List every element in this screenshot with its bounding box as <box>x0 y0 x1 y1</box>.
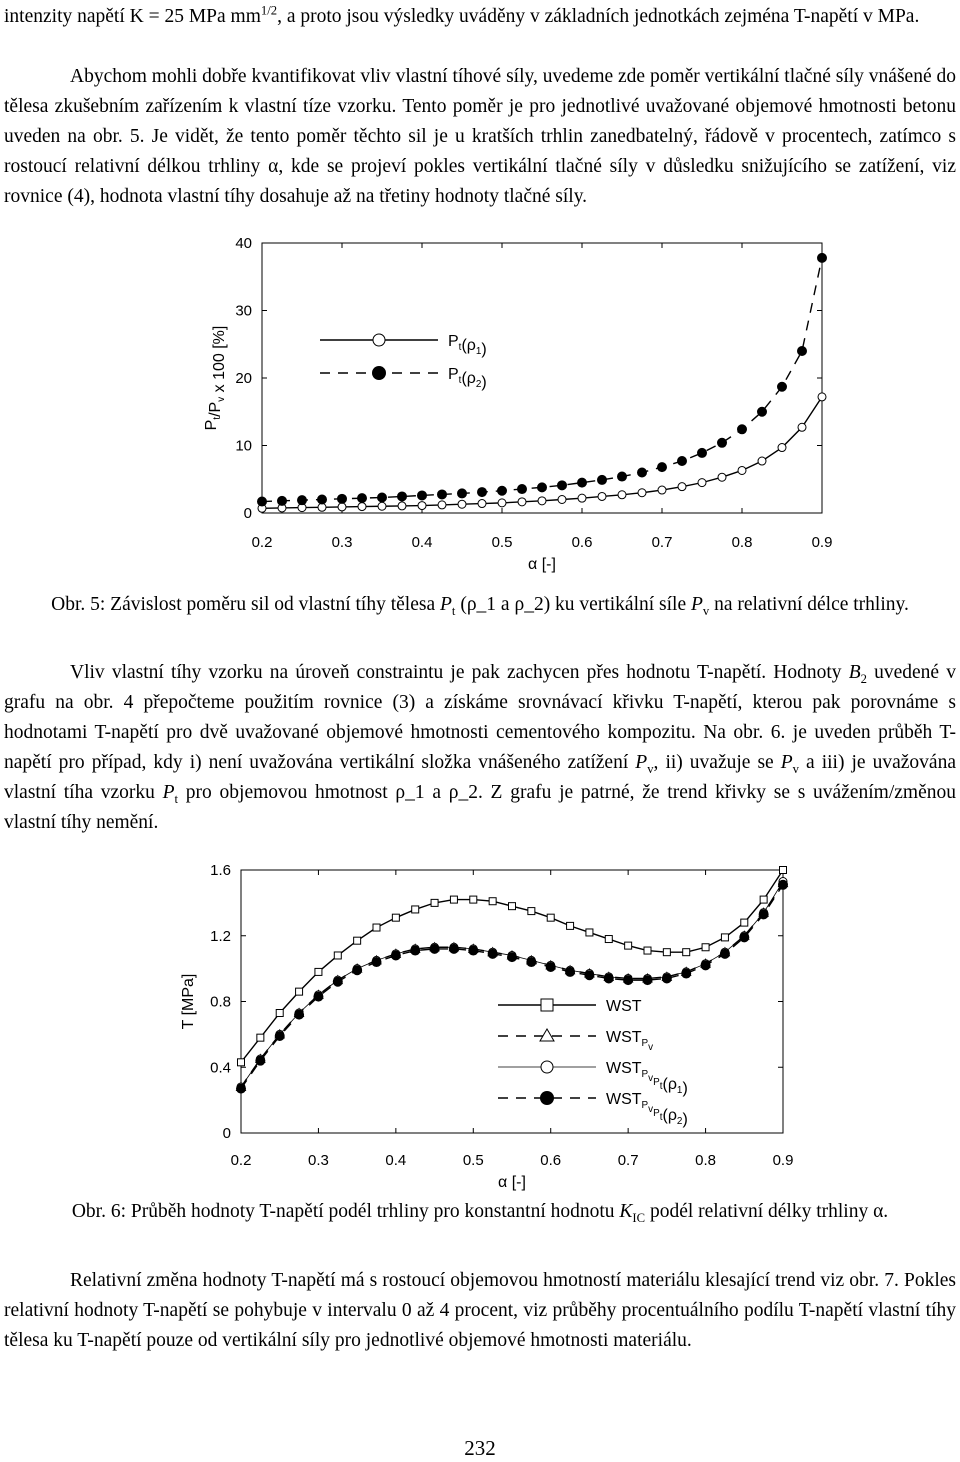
y-axis-label: $P_t/P_v$ x 100 [%] <box>203 325 228 431</box>
data-point <box>678 483 686 491</box>
data-point <box>412 906 419 913</box>
fig6-axes <box>180 862 793 1191</box>
x-tick-label: 0.8 <box>695 1152 717 1169</box>
data-point <box>663 949 670 956</box>
x-tick-label: 0.7 <box>617 1152 639 1169</box>
data-point <box>508 953 517 962</box>
data-point <box>758 407 767 416</box>
data-point <box>741 919 748 926</box>
x-axis-label: α [-] <box>498 1174 526 1191</box>
y-tick-label: 0.8 <box>210 993 231 1011</box>
data-point <box>518 485 527 494</box>
legend-label: $P_t(\rho_2)$ <box>448 366 487 391</box>
data-point <box>298 496 307 505</box>
y-tick-label: 0 <box>243 505 252 522</box>
data-point <box>392 914 399 921</box>
y-tick-label: 20 <box>235 370 252 387</box>
data-point <box>759 910 768 919</box>
data-point <box>256 1056 265 1065</box>
data-point <box>818 253 827 262</box>
caption-text: Obr. 6: Průběh hodnoty T-napětí podél trhliny pro konstantní hodnotu $K_{IC}$ podél relativní délky trhliny α. <box>71 1201 889 1225</box>
data-point <box>605 936 612 943</box>
series-3 <box>237 880 788 1093</box>
fig5-axes <box>203 235 832 573</box>
data-point <box>275 1032 284 1041</box>
x-tick-label: 0.4 <box>385 1152 407 1169</box>
data-point <box>738 425 747 434</box>
data-point <box>778 382 787 391</box>
data-point <box>431 899 438 906</box>
data-point <box>391 951 400 960</box>
data-point <box>720 949 729 958</box>
data-point <box>450 896 457 903</box>
paragraph-self-weight: Abychom mohli dobře kvantifikovat vliv vlastní tíhové síly, uvedeme zde poměr vertikální tlačné síly vnášené do tělesa zkušebním zařízením k vlastní tíze vzorku. Tento poměr je pro jednotlivé uvažované objemové hmotnosti betonu uveden na obr. 5. Je vidět, že tento poměr těchto sil je u kratších trhlin zanedbatelný, řádově v procentech, zatímco s rostoucí relativní délkou trhliny α, kde se projeví pokles vertikální tlačné síly v důsledku snižujícího se zatížení, viz rovnice (4), hodnota vlastní tíhy dosahuje až na třetiny hodnoty tlačné síly. <box>4 66 956 207</box>
data-point <box>438 501 446 509</box>
data-point <box>547 914 554 921</box>
data-point <box>624 976 633 985</box>
data-point <box>818 393 826 401</box>
data-point <box>625 942 632 949</box>
data-point <box>662 974 671 983</box>
data-point <box>469 946 478 955</box>
fig6-plot <box>237 867 788 1129</box>
series-line <box>241 885 783 1089</box>
legend-marker <box>372 366 386 380</box>
figure-5-caption <box>30 590 930 620</box>
data-point <box>458 500 466 508</box>
legend-marker <box>373 334 385 346</box>
data-point <box>237 1084 246 1093</box>
data-point <box>738 466 746 474</box>
data-point <box>566 967 575 976</box>
data-point <box>779 880 788 889</box>
data-point <box>296 988 303 995</box>
data-point <box>618 472 627 481</box>
page-number: 232 <box>464 1436 496 1460</box>
y-tick-label: 40 <box>235 235 252 252</box>
y-tick-label: 1.6 <box>210 862 231 879</box>
data-point <box>740 933 749 942</box>
fig5-plot <box>258 253 827 512</box>
data-point <box>257 1034 264 1041</box>
data-point <box>498 499 506 507</box>
legend-marker <box>541 999 553 1011</box>
data-point <box>478 488 487 497</box>
x-tick-label: 0.2 <box>230 1152 252 1169</box>
data-point <box>398 502 406 510</box>
legend-marker <box>540 1091 554 1105</box>
data-point <box>518 498 526 506</box>
x-tick-label: 0.6 <box>540 1152 562 1169</box>
data-point <box>778 444 786 452</box>
data-point <box>698 448 707 457</box>
data-point <box>295 1010 304 1019</box>
data-point <box>353 966 362 975</box>
series-line <box>241 882 783 1087</box>
data-point <box>638 468 647 477</box>
data-point <box>333 977 342 986</box>
x-tick-label: 0.2 <box>251 534 273 551</box>
y-tick-label: 0 <box>222 1125 231 1142</box>
legend-label: $WST_{PvPt}(\rho_1)$ <box>606 1060 688 1097</box>
data-point <box>438 490 447 499</box>
data-point <box>338 494 347 503</box>
data-point <box>373 924 380 931</box>
data-point <box>527 958 536 967</box>
data-point <box>702 944 709 951</box>
data-point <box>558 496 566 504</box>
data-point <box>478 500 486 508</box>
data-point <box>558 481 567 490</box>
data-point <box>276 1010 283 1017</box>
data-point <box>358 503 366 511</box>
legend-label: $WST_{Pv}$ <box>606 1029 654 1053</box>
x-tick-label: 0.5 <box>491 534 513 551</box>
figure-6-chart <box>170 855 820 1200</box>
data-point <box>458 489 467 498</box>
data-point <box>398 492 407 501</box>
legend <box>498 998 688 1128</box>
data-point <box>678 457 687 466</box>
data-point <box>683 949 690 956</box>
series-1 <box>237 879 788 1091</box>
data-point <box>538 497 546 505</box>
data-point <box>489 898 496 905</box>
data-point <box>528 908 535 915</box>
data-point <box>798 347 807 356</box>
legend-marker <box>541 1061 553 1073</box>
data-point <box>701 961 710 970</box>
data-point <box>315 968 322 975</box>
x-tick-label: 0.6 <box>571 534 593 551</box>
data-point <box>598 492 606 500</box>
data-point <box>585 971 594 980</box>
data-point <box>598 475 607 484</box>
data-point <box>604 974 613 983</box>
series-line <box>262 258 822 502</box>
data-point <box>658 486 666 494</box>
data-point <box>538 483 547 492</box>
paragraph-intro <box>4 2 956 32</box>
data-point <box>378 502 386 510</box>
data-point <box>638 489 646 497</box>
legend-label: WST <box>606 998 642 1015</box>
data-point <box>578 494 586 502</box>
data-point <box>498 486 507 495</box>
data-point <box>618 491 626 499</box>
x-tick-label: 0.5 <box>462 1152 484 1169</box>
data-point <box>430 944 439 953</box>
x-tick-label: 0.7 <box>651 534 673 551</box>
data-point <box>238 1059 245 1066</box>
data-point <box>338 503 346 511</box>
data-point <box>644 947 651 954</box>
legend-label: $WST_{PvPt}(\rho_2)$ <box>606 1091 688 1128</box>
data-point <box>354 937 361 944</box>
data-point <box>334 952 341 959</box>
data-point <box>258 497 267 506</box>
x-tick-label: 0.4 <box>411 534 433 551</box>
y-tick-label: 10 <box>235 437 252 455</box>
legend <box>320 333 487 391</box>
x-axis-label: α [-] <box>528 556 556 573</box>
data-point <box>567 922 574 929</box>
data-point <box>372 958 381 967</box>
y-axis-label: T [MPa] <box>180 973 197 1030</box>
data-point <box>418 491 427 500</box>
data-point <box>721 934 728 941</box>
x-tick-label: 0.9 <box>772 1152 794 1169</box>
data-point <box>378 493 387 502</box>
data-point <box>411 946 420 955</box>
caption-text: Obr. 5: Závislost poměru sil od vlastní tíhy tělesa $P_t$ (ρ_1 a ρ_2) ku vertikální síle $P_v$ na relativní délce trhliny. <box>51 594 909 618</box>
data-point <box>758 457 766 465</box>
x-tick-label: 0.8 <box>731 534 753 551</box>
data-point <box>278 496 287 505</box>
data-point <box>314 992 323 1001</box>
figure-5-chart <box>180 230 840 590</box>
legend-marker <box>540 1029 554 1041</box>
y-tick-label: 1.2 <box>210 927 231 945</box>
x-tick-label: 0.3 <box>307 1152 329 1169</box>
data-point <box>509 903 516 910</box>
data-point <box>488 949 497 958</box>
data-point <box>698 479 706 487</box>
data-point <box>718 473 726 481</box>
data-point <box>470 896 477 903</box>
x-tick-label: 0.3 <box>331 534 353 551</box>
data-point <box>449 944 458 953</box>
y-tick-label: 30 <box>235 302 252 320</box>
data-point <box>586 929 593 936</box>
data-point <box>682 969 691 978</box>
data-point <box>358 494 367 503</box>
text-span: , a proto jsou výsledky uváděny v základních jednotkách zejména T-napětí v MPa. <box>277 6 920 27</box>
data-point <box>718 438 727 447</box>
data-point <box>798 423 806 431</box>
y-tick-label: 0.4 <box>210 1059 231 1077</box>
paragraph-t-stress <box>4 658 956 838</box>
data-point <box>318 495 327 504</box>
data-point <box>760 896 767 903</box>
data-point <box>578 478 587 487</box>
paragraph-relative-change: Relativní změna hodnoty T-napětí má s rostoucí objemovou hmotností materiálu klesající trend viz obr. 7. Pokles relativní hodnoty T-napětí se pohybuje v intervalu 0 až 4 procent, viz průběhy procentuálního podílu T-napětí vlastní tíhy tělesa ku T-napětí pouze od vertikální síly pro jednotlivé objemové hmotnosti materiálu. <box>4 1270 956 1351</box>
superscript: 1/2 <box>260 3 278 18</box>
data-point <box>643 976 652 985</box>
figure-6-caption <box>30 1197 930 1227</box>
x-tick-label: 0.9 <box>811 534 833 551</box>
data-point <box>658 463 667 472</box>
text-span: intenzity napětí K = 25 MPa mm <box>4 6 261 27</box>
data-point <box>780 867 787 874</box>
paragraph-text: Vliv vlastní tíhy vzorku na úroveň constraintu je pak zachycen přes hodnotu T-napětí. Hodnoty $B_2$ uvedené v grafu na obr. 4 přepočteme použitím rovnice (3) a získáme srovnávací křivku T-napětí, kterou pak porovnáme s hodnotami T-napětí pro dvě uvažované objemové hmotnosti cementového kompozitu. Na obr. 6. je uveden průběh T-napětí pro případ, kdy i) není uvažována vertikální složka vnášeného zatížení $P_v$, ii) uvažuje se $P_v$ a iii) je uvažována vlastní tíha vzorku $P_t$ pro objemovou hmotnost ρ_1 a ρ_2. Z grafu je patrné, že trend křivky se s uvážením/změnou vlastní tíhy nemění. <box>4 662 956 833</box>
series-line <box>241 883 783 1087</box>
data-point <box>418 502 426 510</box>
legend-label: $P_t(\rho_1)$ <box>448 333 487 358</box>
data-point <box>546 962 555 971</box>
